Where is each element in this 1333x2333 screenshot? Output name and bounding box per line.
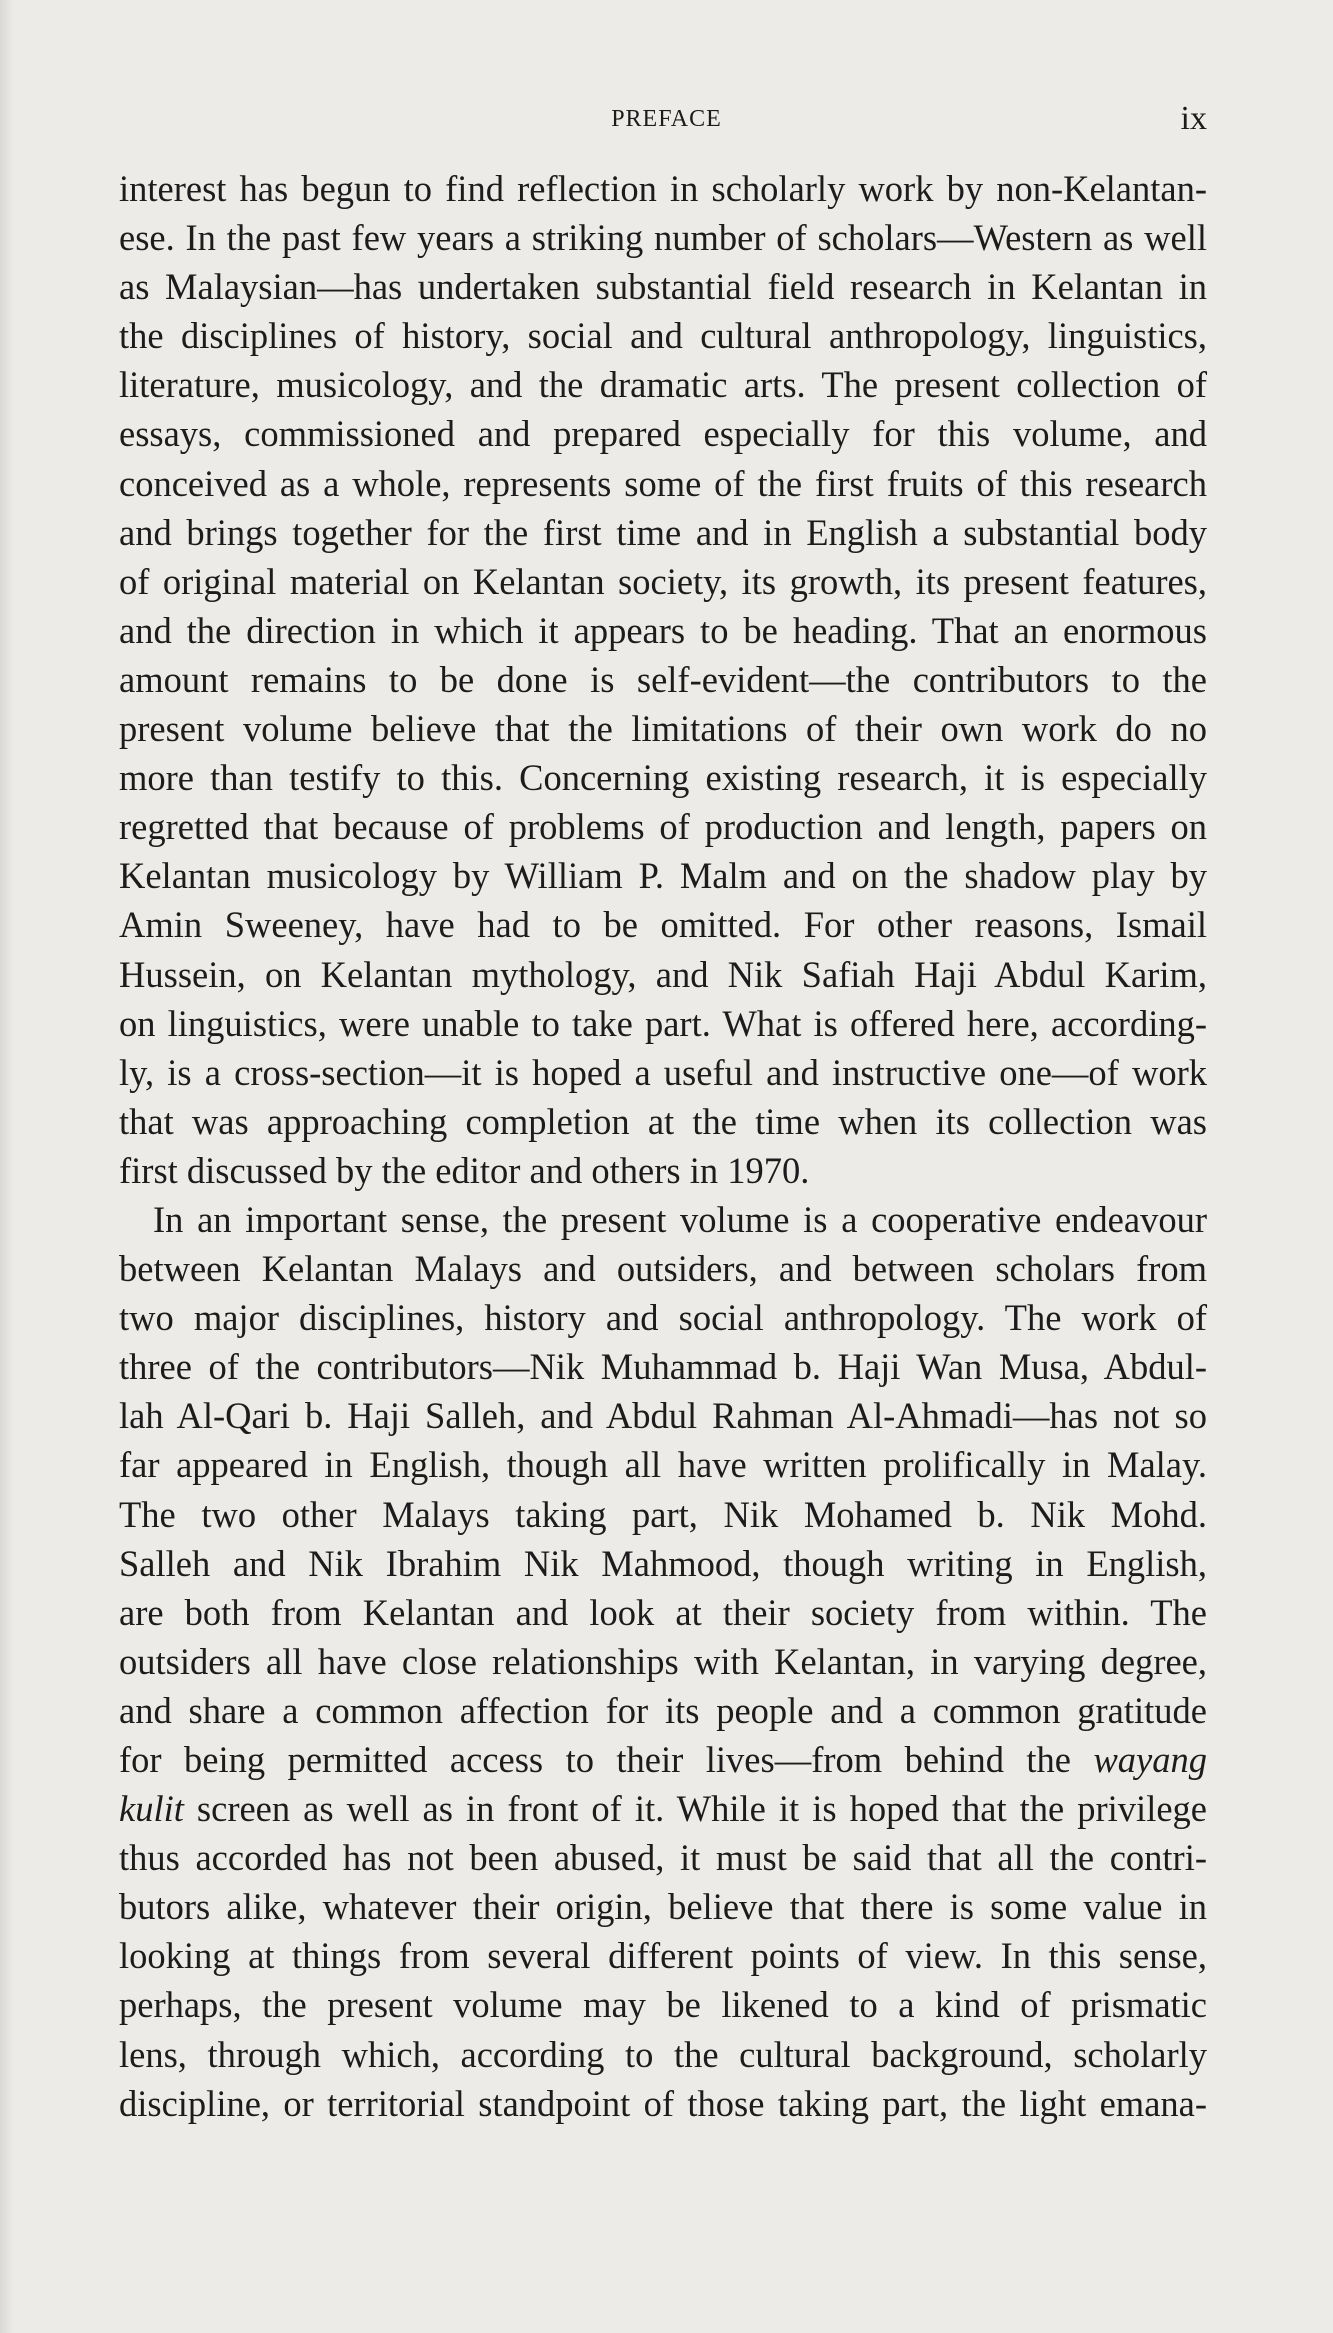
text-line: literature, musicology, and the dramatic arts. The present collection of	[119, 364, 1207, 406]
text-line: thus accorded has not been abused, it must be said that all the contri-	[119, 1837, 1207, 1879]
text-line: essays, commissioned and prepared especially for this volume, and	[119, 413, 1207, 455]
text-line: first discussed by the editor and others in 1970.	[119, 1149, 810, 1191]
text-line: and brings together for the first time and in English a substantial body	[119, 511, 1207, 553]
text-line: The two other Malays taking part, Nik Mohamed b. Nik Mohd.	[119, 1493, 1207, 1535]
text-line: the disciplines of history, social and cultural anthropology, linguistics,	[119, 315, 1207, 357]
paragraph	[119, 1195, 1207, 2128]
text-line: lah Al-Qari b. Haji Salleh, and Abdul Rahman Al-Ahmadi—has not so	[119, 1395, 1207, 1437]
body-text	[119, 164, 1207, 2128]
italic-term: kulit	[119, 1788, 184, 1830]
running-head: PREFACE	[611, 106, 722, 132]
text-line: and the direction in which it appears to be heading. That an enormous	[119, 609, 1207, 651]
text-line: interest has begun to find reflection in scholarly work by non-Kelantan-	[119, 168, 1207, 209]
text-segment: screen as well as in front of it. While it is hoped that the privilege	[183, 1788, 1207, 1830]
text-line	[119, 1784, 1207, 1833]
text-line: Kelantan musicology by William P. Malm and on the shadow play by	[119, 855, 1207, 897]
text-line: of original material on Kelantan society, its growth, its present features,	[119, 560, 1207, 602]
text-line: conceived as a whole, represents some of the first fruits of this research	[119, 462, 1207, 504]
text-line: outsiders all have close relationships with Kelantan, in varying degree,	[119, 1640, 1207, 1682]
text-line: butors alike, whatever their origin, believe that there is some value in	[119, 1886, 1207, 1928]
text-line: far appeared in English, though all have written prolifically in Malay.	[119, 1444, 1207, 1486]
text-line: more than testify to this. Concerning existing research, it is especially	[119, 757, 1207, 799]
text-line: on linguistics, were unable to take part. What is offered here, according-	[119, 1002, 1207, 1044]
text-line: ese. In the past few years a striking number of scholars—Western as well	[119, 217, 1207, 259]
paragraph	[119, 164, 1207, 1195]
text-line: that was approaching completion at the time when its collection was	[119, 1100, 1207, 1142]
text-line: two major disciplines, history and social anthropology. The work of	[119, 1297, 1207, 1339]
text-line: amount remains to be done is self-evident—the contributors to the	[119, 658, 1207, 700]
text-line: as Malaysian—has undertaken substantial field research in Kelantan in	[119, 266, 1207, 308]
text-segment: for being permitted access to their lives—from behind the	[119, 1739, 1094, 1780]
text-line: In an important sense, the present volume is a cooperative endeavour	[153, 1198, 1207, 1240]
page-edge-shadow	[0, 0, 14, 2333]
text-line: and share a common affection for its people and a common gratitude	[119, 1689, 1207, 1731]
text-line: between Kelantan Malays and outsiders, and between scholars from	[119, 1248, 1207, 1290]
text-line: are both from Kelantan and look at their society from within. The	[119, 1591, 1207, 1633]
text-line: Salleh and Nik Ibrahim Nik Mahmood, though writing in English,	[119, 1542, 1207, 1584]
text-line: regretted that because of problems of production and length, papers on	[119, 806, 1207, 848]
text-line: lens, through which, according to the cultural background, scholarly	[119, 2033, 1207, 2075]
page-number: ix	[1180, 100, 1207, 137]
text-line: discipline, or territorial standpoint of those taking part, the light emana-	[119, 2082, 1207, 2124]
text-line: three of the contributors—Nik Muhammad b. Haji Wan Musa, Abdul-	[119, 1346, 1207, 1388]
text-line: Amin Sweeney, have had to be omitted. For other reasons, Ismail	[119, 904, 1207, 946]
text-line	[119, 1735, 1207, 1784]
text-line: perhaps, the present volume may be likened to a kind of prismatic	[119, 1984, 1207, 2026]
text-line: looking at things from several different points of view. In this sense,	[119, 1935, 1207, 1977]
text-line: present volume believe that the limitations of their own work do no	[119, 708, 1207, 750]
text-line: ly, is a cross-section—it is hoped a useful and instructive one—of work	[119, 1051, 1207, 1093]
italic-term: wayang	[1093, 1739, 1207, 1780]
text-line: Hussein, on Kelantan mythology, and Nik Safiah Haji Abdul Karim,	[119, 953, 1207, 995]
